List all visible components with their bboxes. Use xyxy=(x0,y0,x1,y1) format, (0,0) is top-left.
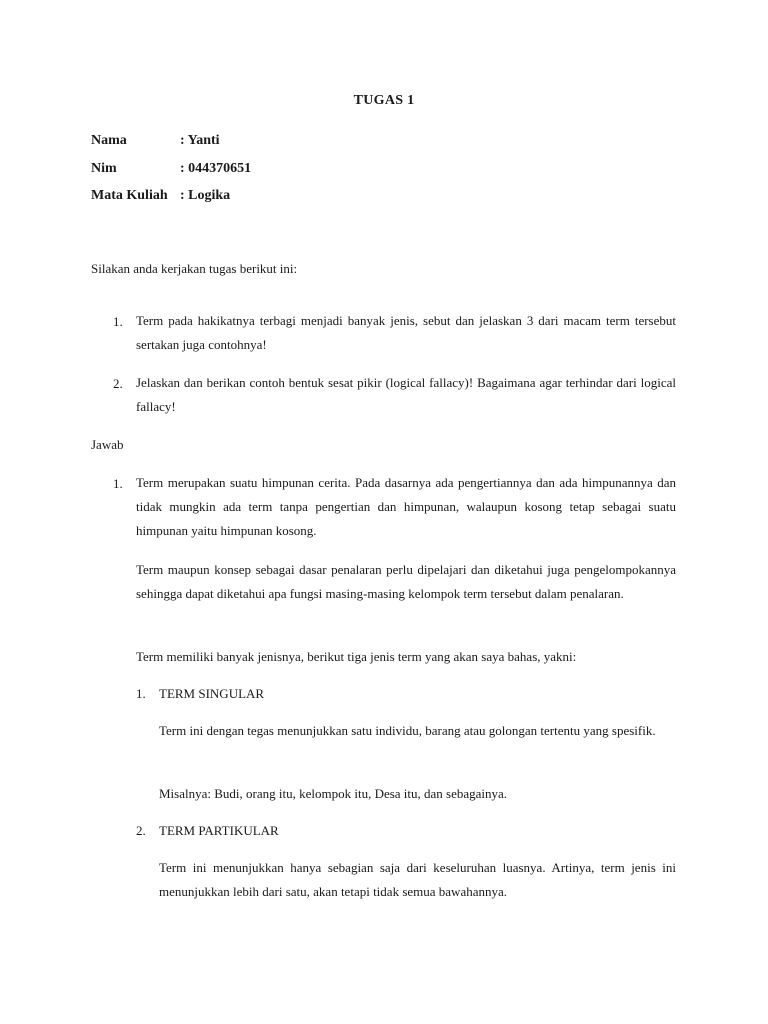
mata-kuliah-label: Mata Kuliah xyxy=(91,188,168,203)
question-text: Term pada hakikatnya terbagi menjadi banyak jenis, sebut dan jelaskan 3 dari macam term tersebut sertakan juga contohnya! xyxy=(136,313,676,352)
answer-paragraph: Term memiliki banyak jenisnya, berikut tiga jenis term yang akan saya bahas, yakni: xyxy=(136,649,577,664)
question-number: 2. xyxy=(113,376,123,391)
question-text: Jelaskan dan berikan contoh bentuk sesat pikir (logical fallacy)! Bagaimana agar terhindar dari logical fallacy! xyxy=(136,375,676,414)
nama-value: : Yanti xyxy=(180,133,220,148)
subitem-number: 1. xyxy=(136,686,146,701)
answer-heading: Jawab xyxy=(91,437,124,452)
subitem-heading: TERM PARTIKULAR xyxy=(159,823,279,838)
subitem-body: Term ini menunjukkan hanya sebagian saja dari keseluruhan luasnya. Artinya, term jenis ini menunjukkan lebih dari satu, akan tetapi tidak semua bawahannya. xyxy=(159,860,676,899)
subitem-body: Term ini dengan tegas menunjukkan satu individu, barang atau golongan tertentu yang spesifik. xyxy=(159,723,656,738)
mata-kuliah-row xyxy=(91,188,230,204)
subitem-example: Misalnya: Budi, orang itu, kelompok itu, Desa itu, dan sebagainya. xyxy=(159,786,508,801)
nim-value: : 044370651 xyxy=(180,161,252,176)
subitem-heading: TERM SINGULAR xyxy=(159,686,265,701)
nama-row xyxy=(91,133,220,149)
answer-paragraph: Term maupun konsep sebagai dasar penalaran perlu dipelajari dan diketahui juga pengelompokannya sehingga dapat diketahui apa fungsi masing-masing kelompok term tersebut dalam penalaran. xyxy=(136,562,676,601)
mata-kuliah-value: : Logika xyxy=(180,188,231,203)
nim-label: Nim xyxy=(91,161,117,176)
answer-number: 1. xyxy=(113,476,123,491)
answer-paragraph: Term merupakan suatu himpunan cerita. Pada dasarnya ada pengertiannya dan ada himpunannya dan tidak mungkin ada term tanpa pengertian dan himpunan, walaupun kosong tetap sebagai suatu himpunan yaitu himpunan kosong. xyxy=(136,475,676,538)
nama-label: Nama xyxy=(91,133,127,148)
intro-text: Silakan anda kerjakan tugas berikut ini: xyxy=(91,261,298,276)
question-number: 1. xyxy=(113,314,123,329)
subitem-number: 2. xyxy=(136,823,146,838)
nim-row xyxy=(91,161,251,177)
document-title: TUGAS 1 xyxy=(353,93,415,108)
